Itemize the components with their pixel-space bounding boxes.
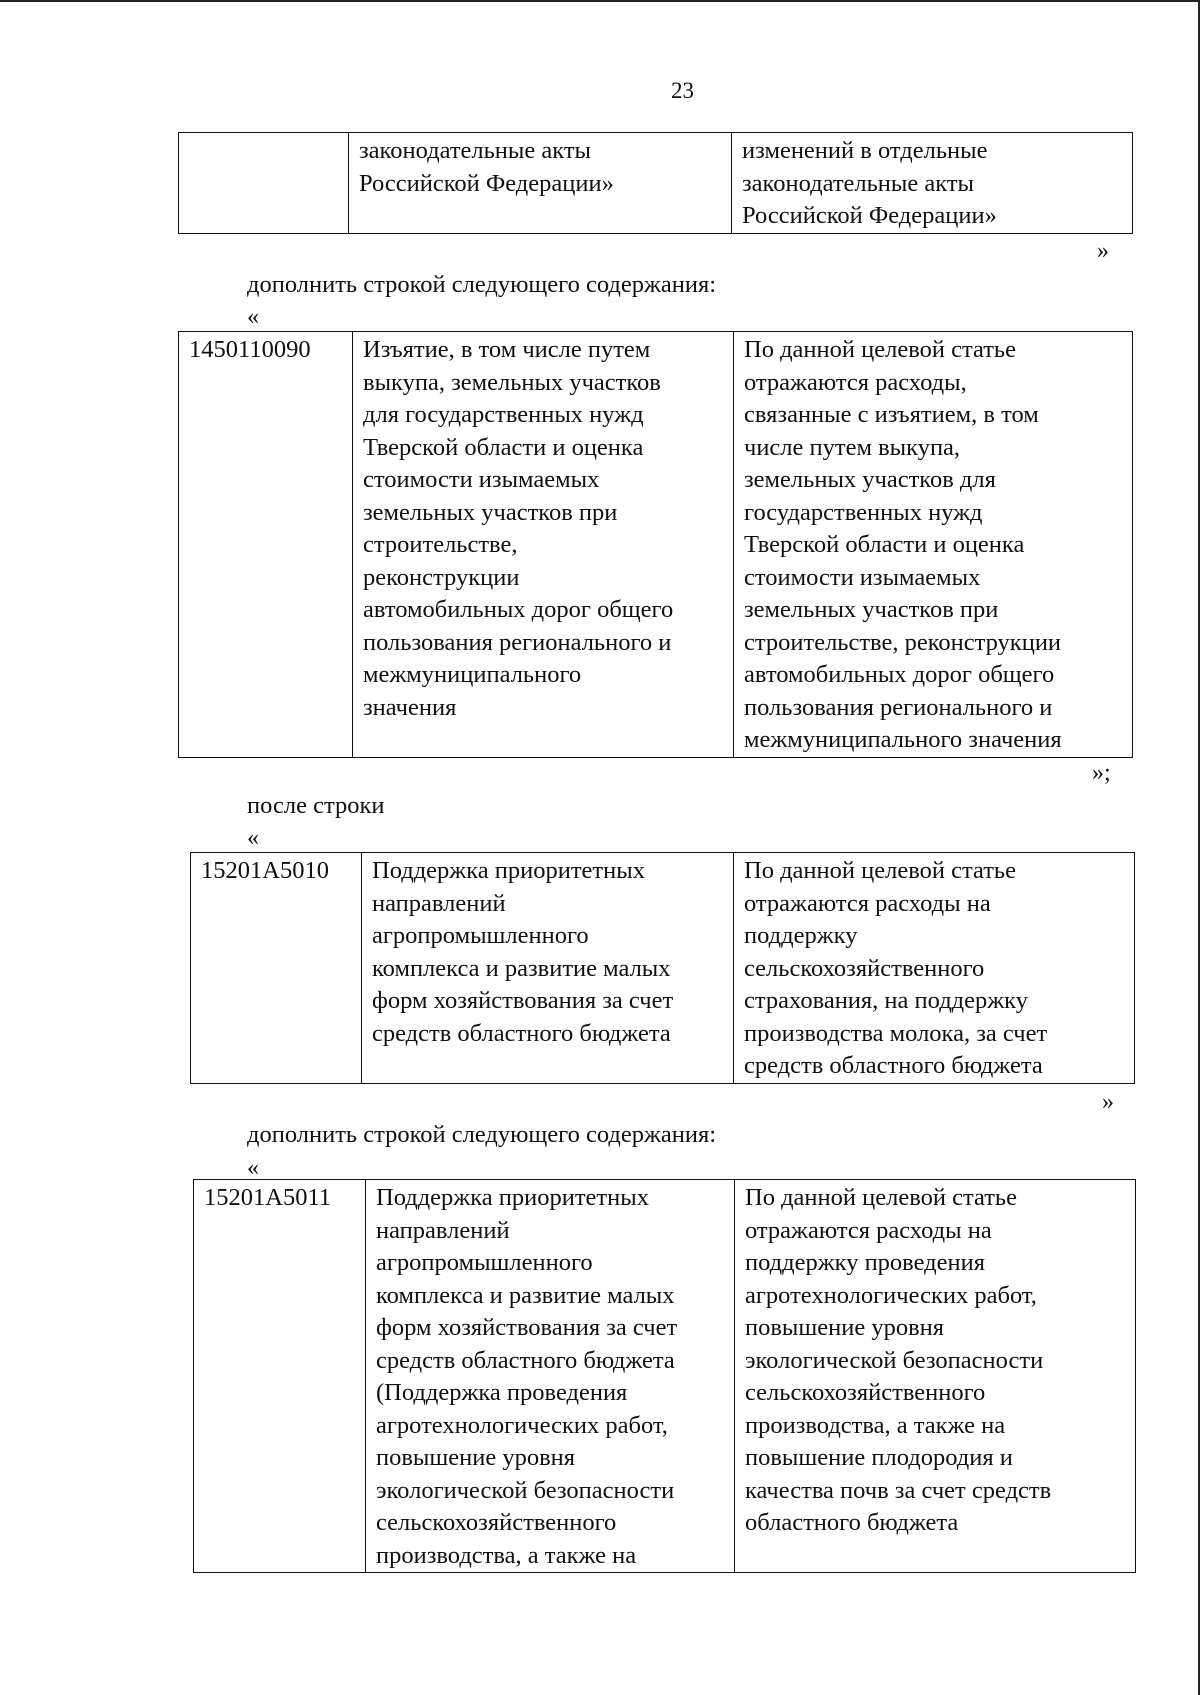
- code-cell: [179, 133, 349, 234]
- opening-quote: «: [247, 825, 259, 851]
- description-cell: По данной целевой статье отражаются расходы на поддержку сельскохозяйственного страхования, на поддержку производства молока, за счет средств областного бюджета: [734, 853, 1135, 1084]
- opening-quote: «: [247, 1155, 259, 1181]
- table-row: [179, 332, 1133, 758]
- table-row: [194, 1180, 1136, 1573]
- description-cell: По данной целевой статье отражаются расходы, связанные с изъятием, в том числе путем выкупа, земельных участков для государственных нужд Тверской области и оценка стоимости изымаемых земельных участков при строительстве, реконструкции автомобильных дорог общего пользования регионального и межмуниципального значения: [734, 332, 1133, 758]
- table-row: [191, 853, 1135, 1084]
- name-cell: Изъятие, в том числе путем выкупа, земельных участков для государственных нужд Тверской области и оценка стоимости изымаемых земельных участков при строительстве, реконструкции автомобильных дорог общего пользования регионального и межмуниципального значения: [353, 332, 734, 758]
- instruction-text: после строки: [247, 792, 385, 819]
- description-cell: изменений в отдельные законодательные акты Российской Федерации»: [732, 133, 1133, 234]
- instruction-text: дополнить строкой следующего содержания:: [247, 271, 717, 298]
- name-cell: законодательные акты Российской Федерации»: [349, 133, 732, 234]
- description-cell: По данной целевой статье отражаются расходы на поддержку проведения агротехнологических работ, повышение уровня экологической безопасности сельскохозяйственного производства, а также на повышение плодородия и качества почв за счет средств областного бюджета: [735, 1180, 1136, 1573]
- insert-table-1: [178, 331, 1133, 758]
- closing-quote: »;: [1092, 760, 1111, 786]
- code-cell: 1450110090: [179, 332, 353, 758]
- reference-table: [190, 852, 1135, 1084]
- page-number: 23: [671, 78, 694, 103]
- instruction-text: дополнить строкой следующего содержания:: [247, 1121, 717, 1148]
- opening-quote: «: [247, 304, 259, 330]
- continuation-table: [178, 132, 1133, 234]
- insert-table-2: [193, 1179, 1136, 1573]
- closing-quote: »: [1097, 238, 1109, 264]
- name-cell: Поддержка приоритетных направлений агропромышленного комплекса и развитие малых форм хозяйствования за счет средств областного бюджета (Поддержка проведения агротехнологических работ, повышение уровня экологической безопасности сельскохозяйственного производства, а также на: [366, 1180, 735, 1573]
- table-row: [179, 133, 1133, 234]
- code-cell: 15201A5011: [194, 1180, 366, 1573]
- code-cell: 15201A5010: [191, 853, 362, 1084]
- closing-quote: »: [1102, 1089, 1114, 1115]
- name-cell: Поддержка приоритетных направлений агропромышленного комплекса и развитие малых форм хозяйствования за счет средств областного бюджета: [362, 853, 734, 1084]
